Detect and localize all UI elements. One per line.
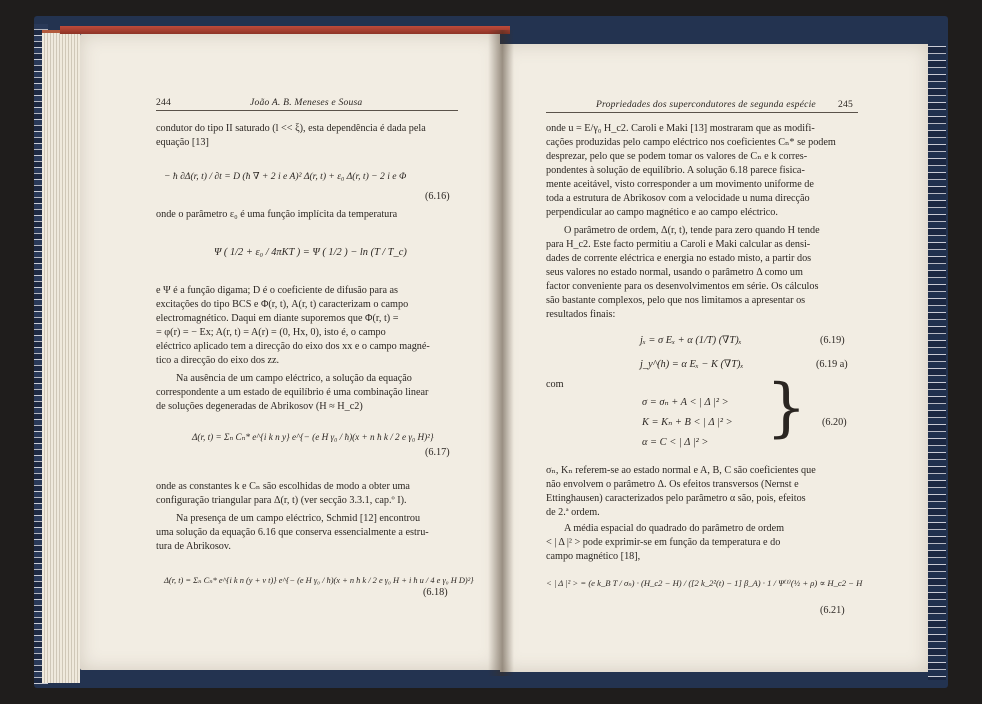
text-line: campo magnético [18], <box>546 551 641 562</box>
equation-6-21: < | Δ |² > = (e k_B T / σₙ) · (H_c2 − H) / ([2 k_2²(t) − 1] β_A) · 1 / Ψ⁽¹⁾(½ + ρ) ∝ H_c2 − H <box>546 578 863 588</box>
text-line: Na presença de um campo eléctrico, Schmid [12] encontrou <box>176 513 421 524</box>
text-line: tura de Abrikosov. <box>156 541 231 552</box>
text-line: < | Δ |² > pode exprimir-se em função da temperatura e do <box>546 537 781 548</box>
running-head-left: João A. B. Meneses e Sousa <box>250 97 363 108</box>
text-line: excitações do tipo BCS e Φ(r, t), A(r, t) caracterizam o campo <box>156 299 409 310</box>
text-line: eléctrico aplicado tem a direcção do eixo dos xx e o campo magné- <box>156 341 430 352</box>
equation-6-17: Δ(r, t) = Σₙ Cₙ* e^{i k n y} e^{− (e H γ₀ / ħ)(x + n ħ k / 2 e γ₀ H)²} <box>192 432 434 442</box>
text-line: resultados finais: <box>546 309 616 320</box>
page-stack-left <box>42 30 80 683</box>
text-line: cações produzidas pelo campo eléctrico nos coeficientes Cₙ* se podem <box>546 137 836 148</box>
text-line: mente aceitável, visto corresponder a um movimento uniforme de <box>546 179 814 190</box>
equation-6-19: jₓ = σ Eₓ + α (1/T) (∇T)ₓ <box>640 335 742 346</box>
right-brace: } <box>766 371 807 445</box>
page-number-right: 245 <box>838 99 853 110</box>
equation-6-19a: j_y^(h) = α Eₓ − K (∇T)ₓ <box>640 359 744 370</box>
text-line: com <box>546 379 564 390</box>
text-line: são bastante complexos, pelo que nos limitamos a apresentar os <box>546 295 806 306</box>
text-line: toda a estrutura de Abrikosov com a velocidade u numa direcção <box>546 193 810 204</box>
header-rule-left <box>156 110 458 111</box>
text-line: configuração triangular para Δ(r, t) (ver secção 3.3.1, cap.º I). <box>156 495 407 506</box>
text-line: onde as constantes k e Cₙ são escolhidas de modo a obter uma <box>156 481 410 492</box>
text-line: = φ(r) = − Ex; A(r, t) = A(r) = (0, Hx, 0), isto é, o campo <box>156 327 386 338</box>
text-line: Ettinghausen) caracterizados pelo parâmetro α são, pois, efeitos <box>546 493 806 504</box>
text-line: não envolvem o parâmetro Δ. Os efeitos transversos (Nernst e <box>546 479 799 490</box>
equation-6-20-line: K = Kₙ + B < | Δ |² > <box>642 417 733 428</box>
text-line: de soluções degeneradas de Abrikosov (H ≈ H_c2) <box>156 401 363 412</box>
equation-number-6-20: (6.20) <box>822 417 847 428</box>
equation-6-18: Δ(r, t) = Σₙ Cₙ* e^{i k n (y + v t)} e^{− (e H γ₀ / ħ)(x + n ħ k / 2 e γ₀ H + i ħ u / 4 e γ₀ H D)²} <box>164 576 474 585</box>
page-number-left: 244 <box>156 97 171 108</box>
equation-number-6-16: (6.16) <box>425 191 450 202</box>
equation-number-6-21: (6.21) <box>820 605 845 616</box>
text-line: pondentes à solução de equilíbrio. A solução 6.18 parece fisica- <box>546 165 805 176</box>
text-line: σₙ, Kₙ referem-se ao estado normal e A, B, C são coeficientes que <box>546 465 816 476</box>
text-line: perpendicular ao campo magnético e ao campo eléctrico. <box>546 207 778 218</box>
text-line: dades de corrente eléctrica e energia no estado misto, a partir dos <box>546 253 812 264</box>
header-rule-right <box>546 112 858 113</box>
text-line: electromagnético. Daqui em diante suporemos que Φ(r, t) = <box>156 313 399 324</box>
text-line: correspondente a um estado de equilíbrio é uma combinação linear <box>156 387 429 398</box>
text-line: A média espacial do quadrado do parâmetro de ordem <box>564 523 785 534</box>
equation-psi: Ψ ( 1/2 + ε₀ / 4πKT ) = Ψ ( 1/2 ) − ln (T / T_c) <box>214 247 407 258</box>
running-head-right: Propriedades dos supercondutores de segunda espécie <box>596 99 816 110</box>
text-line: Na ausência de um campo eléctrico, a solução da equação <box>176 373 412 384</box>
equation-number-6-19a: (6.19 a) <box>816 359 848 370</box>
text-line: de 2.ª ordem. <box>546 507 600 518</box>
text-line: e Ψ é a função digama; D é o coeficiente de difusão para as <box>156 285 398 296</box>
text-line: seus valores no estado normal, usando o parâmetro Δ como um <box>546 267 803 278</box>
right-page <box>500 44 928 672</box>
text-line: equação [13] <box>156 137 209 148</box>
equation-6-20-line: σ = σₙ + A < | Δ |² > <box>642 397 729 408</box>
equation-number-6-18: (6.18) <box>423 587 448 598</box>
text-line: onde o parâmetro ε₀ é uma função implícita da temperatura <box>156 209 398 220</box>
equation-6-16: − ħ ∂Δ(r, t) / ∂t = D (ħ ∇ + 2 i e A)² Δ(r, t) + ε₀ Δ(r, t) − 2 i e Φ <box>164 171 407 182</box>
text-line: desprezar, pelo que se podem tomar os valores de Cₙ e k corres- <box>546 151 808 162</box>
red-page-edge <box>60 26 510 34</box>
text-line: tico a direcção do eixo dos zz. <box>156 355 280 366</box>
text-line: para H_c2. Este facto permitiu a Caroli e Maki calcular as densi- <box>546 239 811 250</box>
text-line: factor conveniente para os desenvolvimentos em série. Os cálculos <box>546 281 819 292</box>
equation-number-6-19: (6.19) <box>820 335 845 346</box>
marbled-cover-edge-right <box>928 40 946 680</box>
text-line: uma solução da equação 6.16 que conserva essencialmente a estru- <box>156 527 429 538</box>
text-line: condutor do tipo II saturado (l << ξ), esta dependência é dada pela <box>156 123 426 134</box>
equation-number-6-17: (6.17) <box>425 447 450 458</box>
left-page <box>80 34 500 670</box>
text-line: onde u = E/γ₀ H_c2. Caroli e Maki [13] mostraram que as modifi- <box>546 123 815 134</box>
equation-6-20-line: α = C < | Δ |² > <box>642 437 709 448</box>
text-line: O parâmetro de ordem, Δ(r, t), tende para zero quando H tende <box>564 225 820 236</box>
